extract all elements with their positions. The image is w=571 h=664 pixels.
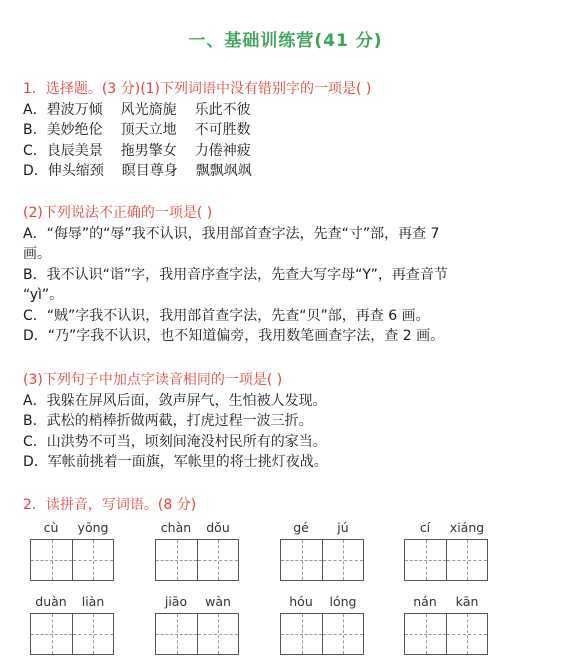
writing-cell[interactable] — [322, 614, 363, 654]
pinyin-label: jú — [337, 520, 349, 535]
option-word: 拖男擎女 — [120, 142, 177, 159]
option-word: 瞑目尊身 — [121, 163, 178, 179]
answer-line: D．军帐前挑着一面旗，军帐里的将士挑灯夜战。 — [23, 454, 328, 470]
question-2-header: (2)下列说法不正确的一项是( ) — [23, 205, 213, 221]
writing-cell[interactable] — [405, 540, 446, 580]
pinyin-label: hóu — [289, 594, 313, 609]
pinyin-label: liàn — [81, 594, 105, 609]
option-label: A． — [23, 101, 47, 118]
pinyin-label: wàn — [205, 594, 231, 609]
pinyin-label: dǒu — [206, 520, 230, 535]
question-3 — [23, 370, 563, 473]
pinyin-label: nán — [413, 594, 437, 609]
word-box — [155, 594, 239, 612]
writing-cell[interactable] — [31, 540, 72, 580]
option-a — [23, 100, 563, 121]
option-label: D． — [23, 163, 48, 179]
question-3-header: (3)下列句子中加点字读音相同的一项是( ) — [23, 372, 283, 388]
pinyin-label: jiāo — [164, 594, 188, 609]
word-box — [280, 594, 364, 612]
answer-line: A．我躲在屏风后面，敛声屏气，生怕被人发现。 — [23, 392, 327, 409]
word-box — [30, 594, 114, 612]
option-word: 碧波万倾 — [46, 101, 103, 118]
option-word: 风光旖旎 — [120, 101, 177, 118]
pinyin-row-1 — [30, 520, 550, 590]
answer-line: B．我不认识“诣”字，我用音序查字法，先查大写字母“Y”，再查音节 — [23, 266, 448, 283]
pinyin-row-2 — [30, 594, 550, 664]
option-word: 力倦神疲 — [194, 142, 251, 159]
question-4 — [23, 495, 563, 516]
answer-line: C．山洪势不可当，顷刻间淹没村民所有的家当。 — [23, 433, 327, 450]
writing-cell[interactable] — [322, 540, 363, 580]
writing-cell[interactable] — [281, 614, 322, 654]
pinyin-label: gé — [293, 520, 309, 535]
question-4-header: 2．读拼音，写词语。(8 分) — [23, 497, 197, 513]
option-word: 顶天立地 — [120, 122, 177, 138]
question-1 — [23, 79, 563, 182]
option-word: 良辰美景 — [46, 142, 103, 159]
answer-line: “yì”。 — [23, 287, 64, 303]
pinyin-label: duàn — [35, 594, 67, 609]
answer-line: B．武松的梢棒折做两截，打虎过程一波三折。 — [23, 413, 313, 429]
option-d — [23, 161, 563, 182]
pinyin-label: yōng — [77, 520, 109, 535]
option-b — [23, 120, 563, 141]
pinyin-label: lóng — [329, 594, 357, 609]
option-word: 飘飘飒飒 — [195, 163, 252, 179]
question-2 — [23, 203, 563, 347]
answer-line: D．“乃”字我不认识，也不知道偏旁，我用数笔画查字法，查 2 画。 — [23, 328, 445, 344]
word-box — [404, 520, 488, 538]
writing-cell[interactable] — [156, 540, 197, 580]
writing-cell[interactable] — [197, 614, 238, 654]
pinyin-label: cù — [43, 520, 59, 535]
word-box — [404, 594, 488, 612]
answer-line: A．“侮辱”的“辱”我不认识，我用部首查字法，先查“寸”部，再查 7 — [23, 225, 440, 242]
writing-cell[interactable] — [446, 540, 487, 580]
option-word: 美妙绝伦 — [46, 122, 103, 138]
writing-cell[interactable] — [197, 540, 238, 580]
word-box — [280, 520, 364, 538]
pinyin-label: chàn — [160, 520, 192, 535]
option-label: B． — [23, 122, 47, 138]
pinyin-label: kān — [455, 594, 479, 609]
option-word: 乐此不彼 — [194, 101, 251, 118]
writing-cell[interactable] — [31, 614, 72, 654]
writing-cell[interactable] — [446, 614, 487, 654]
option-word: 不可胜数 — [194, 122, 251, 138]
writing-cell[interactable] — [72, 540, 113, 580]
answer-line: 画。 — [23, 246, 51, 262]
word-box — [30, 520, 114, 538]
pinyin-label: xiáng — [449, 520, 485, 535]
option-word: 伸头缩颈 — [47, 163, 104, 179]
option-c — [23, 141, 563, 162]
pinyin-label: cí — [419, 520, 431, 535]
writing-cell[interactable] — [405, 614, 446, 654]
writing-cell[interactable] — [281, 540, 322, 580]
option-label: C． — [23, 142, 47, 159]
word-box — [155, 520, 239, 538]
question-1-header: 1．选择题。(3 分)(1)下列词语中没有错别字的一项是( ) — [23, 81, 372, 97]
writing-cell[interactable] — [156, 614, 197, 654]
writing-cell[interactable] — [72, 614, 113, 654]
section-title: 一、基础训练营(41 分) — [188, 31, 383, 51]
answer-line: C．“贼”字我不认识，我用部首查字法，先查“贝”部，再查 6 画。 — [23, 307, 430, 324]
